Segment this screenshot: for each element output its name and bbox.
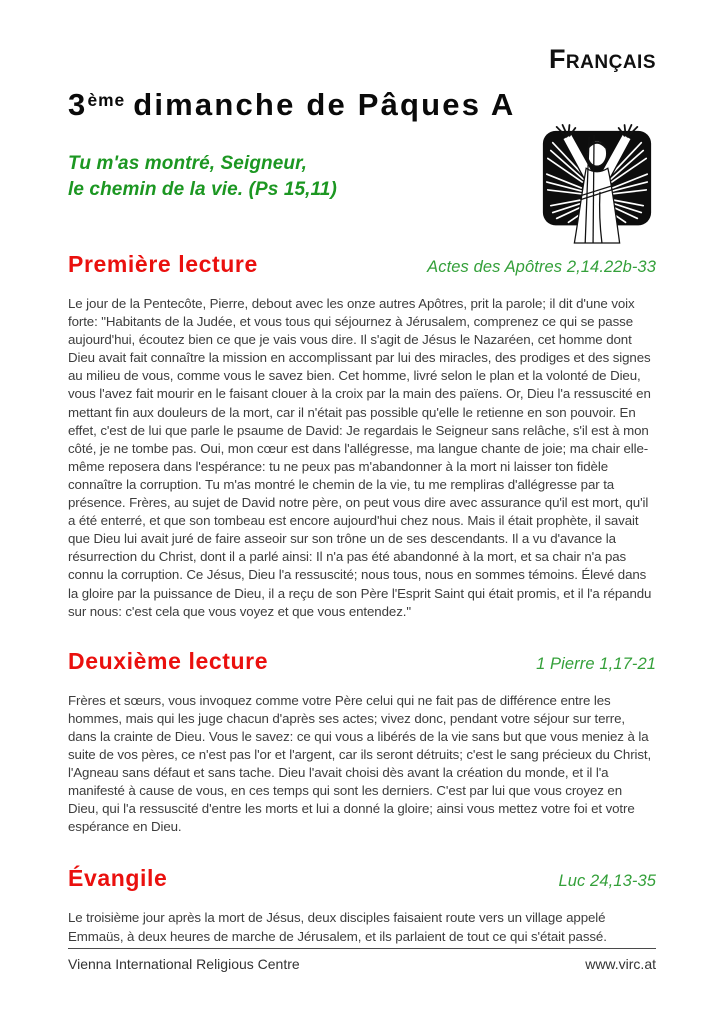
section-head [68,648,656,675]
section-heading: Deuxième lecture [68,647,269,674]
title-number: 3 [68,87,88,122]
scripture-reference: Luc 24,13-35 [558,872,656,891]
reading-text: Le jour de la Pentecôte, Pierre, debout avec les onze autres Apôtres, prit la parole; il dit d'une voix forte: "Habitants de la Judée, et vous tous qui séjournez à Jérusalem, comprenez ce qui se passe aujourd'hui, écoutez bien ce que je vais vous dire. Il s'agit de Jésus le Nazaréen, cet homme dont Dieu avait fait connaître la mission en accomplissant par lui des miracles, des prodiges et des signes au milieu de vous, comme vous le savez bien. Cet homme, livré selon le plan et la volonté de Dieu, vous l'avez fait mourir en le faisant clouer à la croix par la main des païens. Or, Dieu l'a ressuscité en mettant fin aux douleurs de la mort, car il n'était pas possible qu'elle le retienne en son pouvoir. En effet, c'est de lui que parle le psaume de David: Je regardais le Seigneur sans relâche, s'il est à mon côté, je ne tombe pas. Oui, mon cœur est dans l'allégresse, ma langue chante de joie; ma chair elle-même reposera dans l'espérance: tu ne peux pas m'abandonner à la mort ni laisser ton fidèle connaître la corruption. Tu m'as montré le chemin de la vie, tu me rempliras d'allégresse par ta présence. Frères, au sujet de David notre père, on peut vous dire avec assurance qu'il est mort, qu'il a été enterré, et que son tombeau est encore aujourd'hui chez nous. Mais il était prophète, il savait que Dieu lui avait juré de faire asseoir sur son trône un de ses descendants. Il a vu d'avance la résurrection du Christ, dont il a parlé ainsi: Il n'a pas été abandonné à la mort, et sa chair n'a pas connu la corruption. Ce Jésus, Dieu l'a ressuscité; nous tous, nous en sommes témoins. Élevé dans la gloire par la puissance de Dieu, il a reçu de son Père l'Esprit Saint qui était promis, et il l'a répandu sur nous: c'est cela que vous voyez et que vous entendez." [68,296,652,619]
lead-row [68,123,656,245]
section-head [68,865,656,892]
psalm-quote-line2: le chemin de la vie. (Ps 15,11) [68,179,337,200]
section-heading: Évangile [68,865,168,892]
reading-text: Frères et sœurs, vous invoquez comme votre Père celui qui ne fait pas de différence entre les hommes, mais qui les juge chacun d'après ses actes; vivez donc, pendant votre séjour sur terre, dans la crainte de Dieu. Vous le savez: ce qui vous a libérés de la vie sans but que vous meniez à la suite de vos pères, ce n'est pas l'or et l'argent, car ils seront détruits; c'est le sang précieux du Christ, l'Agneau sans défaut et sans tache. Dieu l'avait choisi dès avant la création du monde, et il l'a manifesté à cause de vous, en ces temps qui sont les derniers. C'est par lui que vous croyez en Dieu, qui l'a ressuscité d'entre les morts et lui a donné la gloire; ainsi vous mettez votre foi et votre espérance en Dieu. [68,692,652,835]
footer-website: www.virc.at [585,956,656,972]
title-ordinal-superscript: ème [87,89,126,110]
section-head [68,251,656,278]
section-deuxieme-lecture [68,648,656,837]
scripture-reference: 1 Pierre 1,17-21 [536,654,656,673]
language-label: Français [548,44,656,74]
risen-christ-illustration [538,123,656,245]
psalm-quote [68,151,337,203]
page-title [68,87,656,123]
scripture-reference: Actes des Apôtres 2,14.22b-33 [427,258,656,276]
reading-text: Le troisième jour après la mort de Jésus, deux disciples faisaient route vers un village appelé Emmaüs, à deux heures de marche de Jérusalem, et ils parlaient de tout ce qui s'était passé. [68,910,607,944]
title-text: dimanche de Pâques A [133,87,516,122]
section-heading: Première lecture [68,251,258,277]
page-footer [68,948,656,972]
section-premiere-lecture [68,251,656,621]
psalm-quote-line1: Tu m'as montré, Seigneur, [68,153,307,174]
footer-organisation: Vienna International Religious Centre [68,956,300,972]
section-evangile [68,865,656,945]
